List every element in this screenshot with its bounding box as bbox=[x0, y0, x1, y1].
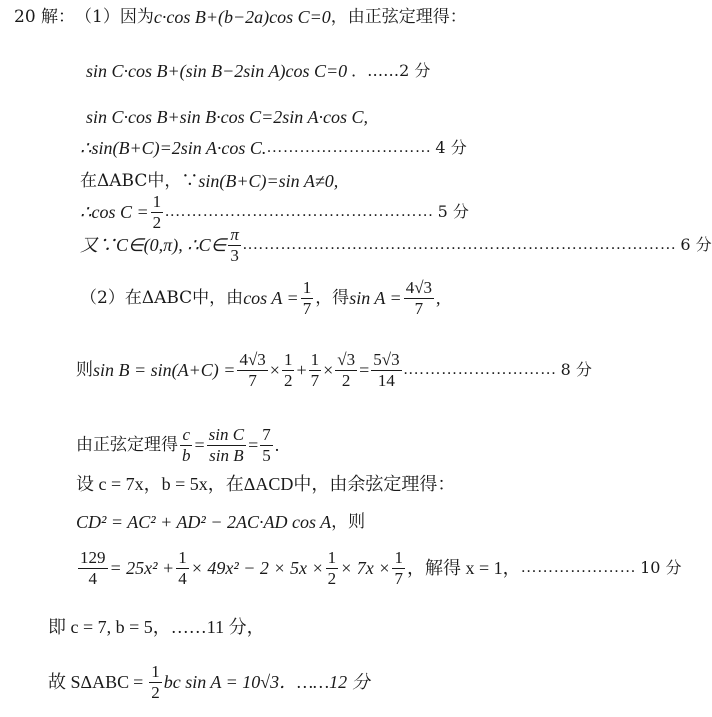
prefix-text: 在ΔABC中，∵ bbox=[80, 170, 199, 191]
step-line-8: （2）在ΔABC中，由 cos A = $\frac{1}{7}$ ，得 sin A = $\frac{4√3}{7}$ , bbox=[80, 278, 441, 318]
score-mark: 8 分 bbox=[560, 360, 592, 380]
equation-left: ∴cos C = bbox=[80, 202, 149, 223]
tail-text: ，则 bbox=[331, 511, 366, 532]
fraction: $\frac{\text{sin C}}{\text{sin B}}$ bbox=[208, 425, 245, 465]
score-mark: 5 分 bbox=[437, 202, 469, 222]
step-line-9: 则 sin B = sin(A+C) = $\frac{4√3}{7}$ × $\frac{1}{2}$ + $\frac{1}{7}$ × $\frac{√3}{2}$ = $\frac{5√3}{14}$ .……………………… 8 分 bbox=[76, 350, 592, 390]
leader-dots: .………………………………………… bbox=[165, 203, 434, 221]
given-after: ，由正弦定理得： bbox=[330, 6, 467, 27]
step-line-11 bbox=[76, 475, 455, 493]
equation: sin C·cos B+(sin B−2sin A)cos C=0 bbox=[86, 61, 348, 81]
step-line-10: 由正弦定理得 $\frac{c}{b}$ = $\frac{\text{sin C}}{\text{sin B}}$ = $\frac{7}{5}$ . bbox=[76, 425, 280, 465]
score-mark: 6 分 bbox=[680, 235, 712, 255]
score-mark: 10 分 bbox=[640, 558, 682, 578]
leader-dots: .……………………… bbox=[403, 361, 557, 379]
equation: ∴sin(B+C)=2sin A·cos C. bbox=[80, 138, 267, 158]
prefix-text: 则 bbox=[76, 359, 93, 380]
leader-dots: ………………………… bbox=[266, 139, 432, 156]
fraction: $\frac{1}{2}$ bbox=[327, 548, 337, 588]
fraction: $\frac{129}{4}$ bbox=[80, 548, 106, 588]
step-line-7 bbox=[80, 225, 712, 265]
leader-dots: .…………………………………………………………………… bbox=[242, 236, 677, 254]
step-line-13: $\frac{129}{4}$ = 25x² + $\frac{1}{4}$ × 49x² − 2 × 5x × $\frac{1}{2}$ × 7x × $\frac{1}{7}$ ，解得 x = 1， ………………… 10 分 bbox=[80, 548, 682, 588]
step-line-5 bbox=[80, 172, 338, 190]
final-result: bc sin A = 10√3．……12 分 bbox=[163, 672, 370, 693]
fraction: $\frac{1}{7}$ bbox=[310, 350, 320, 390]
text: 设 c = 7x，b = 5x，在ΔACD中，由余弦定理得： bbox=[76, 474, 456, 494]
fraction-result: $\frac{5√3}{14}$ bbox=[373, 350, 400, 390]
equation-left: sin B = sin(A+C) = bbox=[93, 360, 236, 381]
step-line-14 bbox=[48, 618, 265, 636]
equation: sin C·cos B+sin B·cos C=2sin A·cos C, bbox=[86, 107, 368, 127]
fraction: $\frac{4√3}{7}$ bbox=[239, 350, 266, 390]
equation: sin(B+C)=sin A≠0, bbox=[198, 171, 339, 191]
fraction-pi-third: $\frac{\pi}{3}$ bbox=[230, 225, 239, 265]
part1-intro: （1）因为 bbox=[75, 6, 154, 27]
leader-dots: ………………… bbox=[520, 559, 637, 577]
fraction: $\frac{7}{5}$ bbox=[262, 425, 271, 465]
given-equation: c·cos B+(b−2a)cos C=0 bbox=[153, 7, 331, 27]
tail-text: ，解得 x = 1， bbox=[406, 558, 521, 579]
step-line-4 bbox=[80, 139, 467, 157]
equation-left: 又∵C∈(0,π), ∴C∈ bbox=[80, 235, 227, 256]
fraction: $\frac{4√3}{7}$ bbox=[405, 278, 433, 318]
step-line-15: 故 S ΔABC = $\frac{1}{2}$ bc sin A = 10√3．……12 分 bbox=[48, 662, 370, 702]
score-mark: 4 分 bbox=[435, 138, 467, 157]
fraction: $\frac{1}{7}$ bbox=[394, 548, 403, 588]
prefix-text: （2）在ΔABC中，由 bbox=[80, 287, 244, 308]
equation: CD² = AC² + AD² − 2AC·AD cos A bbox=[76, 512, 332, 532]
fraction: $\frac{1}{7}$ bbox=[302, 278, 312, 318]
problem-number: 20 解： bbox=[14, 6, 76, 27]
fraction: $\frac{1}{2}$ bbox=[151, 662, 160, 702]
equation-left: cos A = bbox=[243, 288, 299, 309]
step-line-12 bbox=[76, 513, 365, 531]
fraction: $\frac{√3}{2}$ bbox=[337, 350, 356, 390]
fraction: $\frac{1}{2}$ bbox=[283, 350, 293, 390]
fraction-one-half: $\frac{1}{2}$ bbox=[152, 192, 162, 232]
prefix-text: 由正弦定理得 bbox=[76, 434, 178, 455]
score-mark: ．……2 分 bbox=[351, 61, 431, 80]
step-line-2 bbox=[86, 62, 430, 80]
mid-text: ，得 bbox=[315, 287, 350, 308]
fraction: $\frac{1}{4}$ bbox=[178, 548, 187, 588]
fraction: $\frac{c}{b}$ bbox=[182, 425, 191, 465]
step-line-3 bbox=[86, 108, 368, 126]
equation-right: sin A = bbox=[349, 288, 402, 309]
problem-heading bbox=[14, 8, 467, 26]
text: 即 c = 7, b = 5，……11 分， bbox=[48, 617, 265, 637]
